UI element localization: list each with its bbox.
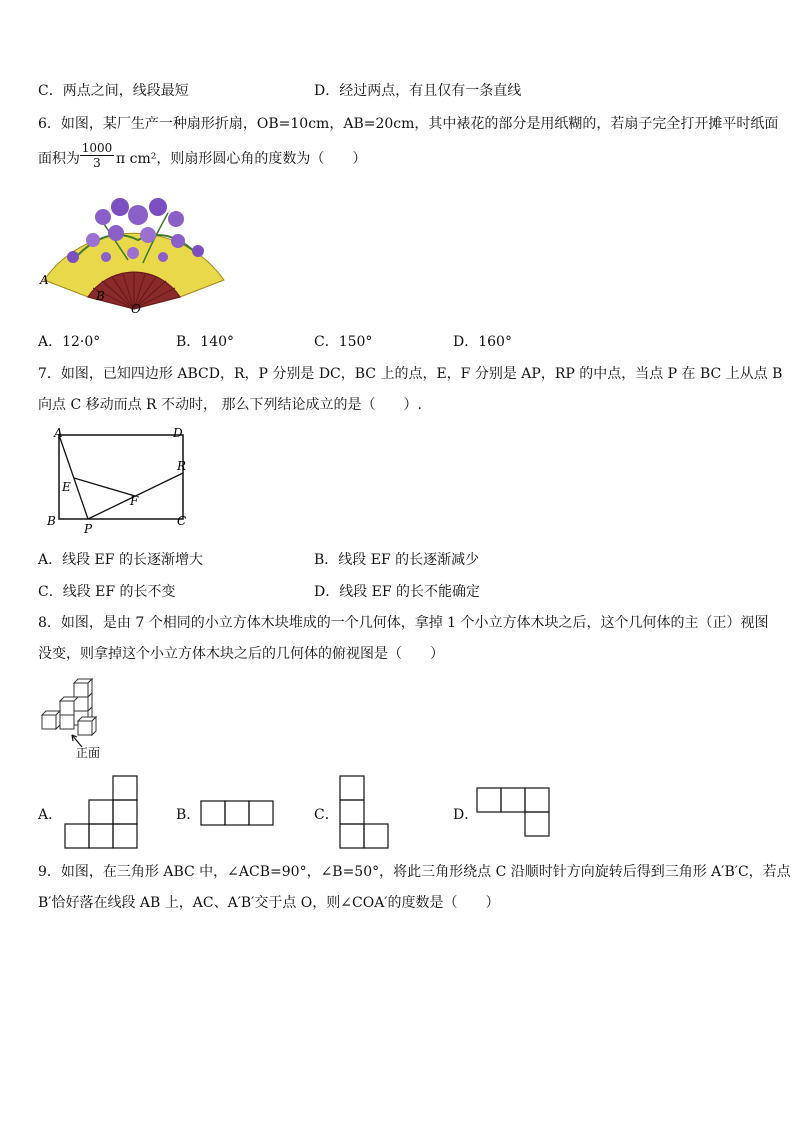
- q6-fraction: [80, 141, 114, 170]
- q8-stem-line2: 没变，则拿掉这个小立方体木块之后的几何体的俯视图是（ ）: [38, 646, 444, 662]
- q7-stem-line2: 向点 C 移动而点 R 不动时， 那么下列结论成立的是（ ）.: [38, 397, 422, 413]
- q6-option-b: B．140°: [176, 334, 235, 350]
- fan-figure: [38, 185, 228, 320]
- q6-stem-suffix: π cm²，则扇形圆心角的度数为（ ）: [116, 151, 367, 167]
- label-r: R: [177, 459, 187, 473]
- label-f: F: [130, 494, 139, 508]
- fan-label-o: O: [131, 302, 141, 316]
- q8-option-b-figure: [200, 800, 276, 828]
- label-p: P: [84, 522, 93, 535]
- segment-ef: [74, 478, 135, 496]
- q7-option-c: C．线段 EF 的长不变: [38, 584, 176, 600]
- fan-label-a: A: [40, 273, 49, 287]
- q8-option-a-figure: [62, 775, 140, 851]
- label-c: C: [177, 514, 187, 528]
- q6-fraction-denominator: 3: [93, 156, 101, 170]
- q7-stem-line1: 7．如图，已知四边形 ABCD，R，P 分别是 DC，BC 上的点，E，F 分别是 AP，RP 的中点，当点 P 在 BC 上从点 B: [38, 366, 783, 382]
- q6-stem-line1: 6．如图，某厂生产一种扇形折扇，OB=10cm，AB=20cm，其中裱花的部分是用纸糊的，若扇子完全打开摊平时纸面: [38, 116, 779, 132]
- q7-option-d: D．线段 EF 的长不能确定: [314, 584, 481, 600]
- q9-stem-line1: 9．如图，在三角形 ABC 中，∠ACB=90°，∠B=50°，将此三角形绕点 C 沿顺时针方向旋转后得到三角形 A′B′C，若点: [38, 864, 791, 880]
- q8-option-c-figure: [338, 775, 392, 851]
- q8-stem-line1: 8．如图，是由 7 个相同的小立方体木块堆成的一个几何体，拿掉 1 个小立方体木块之后，这个几何体的主（正）视图: [38, 615, 769, 631]
- q8-option-b-letter: B．: [176, 807, 201, 823]
- segment-ap: [59, 435, 88, 519]
- q5-option-d: D．经过两点，有且仅有一条直线: [314, 83, 522, 99]
- q8-option-d-figure: [476, 787, 554, 839]
- label-d: D: [173, 426, 183, 440]
- q5-option-c: C．两点之间，线段最短: [38, 83, 189, 99]
- label-a: A: [54, 426, 63, 440]
- label-e: E: [62, 480, 71, 494]
- quadrilateral-abcd: [59, 435, 183, 519]
- q8-option-c-letter: C．: [314, 807, 339, 823]
- q6-option-c: C．150°: [314, 334, 373, 350]
- q6-option-a: A．12·0°: [38, 334, 101, 350]
- q7-option-a: A．线段 EF 的长逐渐增大: [38, 552, 203, 568]
- q6-fraction-numerator: 1000: [81, 141, 113, 155]
- q9-stem-line2: B′恰好落在线段 AB 上，AC、A′B′交于点 O，则∠COA′的度数是（ ）: [38, 895, 500, 911]
- label-b: B: [47, 514, 56, 528]
- q6-stem-prefix: 面积为: [38, 151, 80, 167]
- q7-option-b: B．线段 EF 的长逐渐减少: [314, 552, 480, 568]
- q6-option-d: D．160°: [453, 334, 512, 350]
- fan-label-b: B: [96, 289, 105, 303]
- cube-stack-figure: [38, 675, 118, 765]
- q8-option-a-letter: A．: [38, 807, 63, 823]
- front-view-label: 正面: [76, 746, 101, 760]
- q8-option-d-letter: D．: [453, 807, 479, 823]
- quadrilateral-figure: [44, 423, 194, 535]
